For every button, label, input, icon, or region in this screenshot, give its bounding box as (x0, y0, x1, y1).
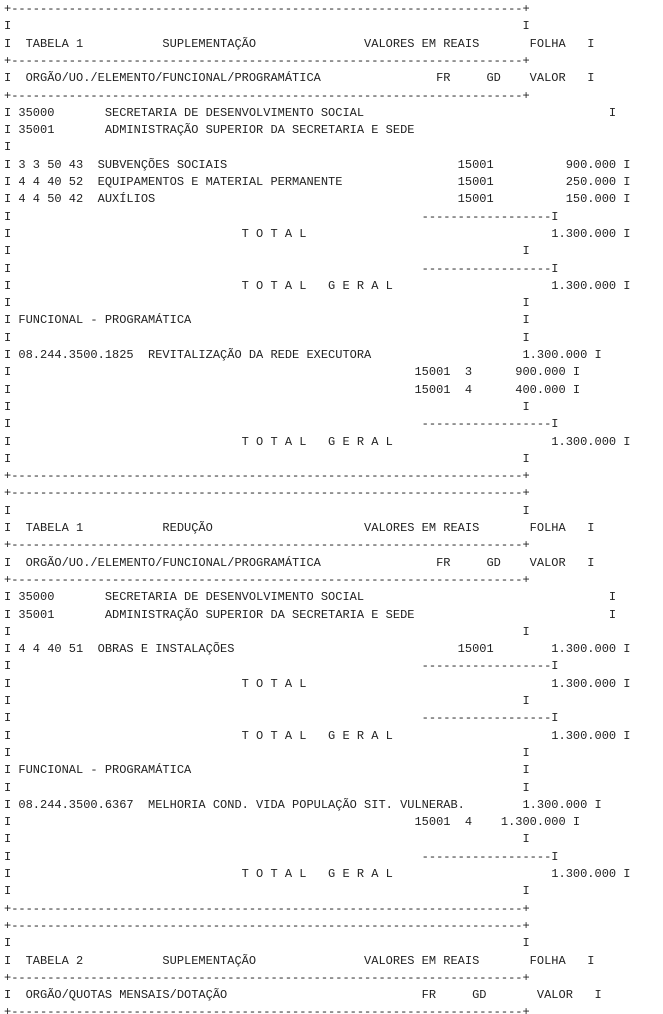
report-line: I 15001 4 1.300.000 I (4, 815, 581, 830)
report-line: I ------------------I (4, 209, 559, 224)
report-line: +-----------------------------------------------------------------------+ (4, 88, 530, 103)
report-line: I T O T A L G E R A L 1.300.000 I (4, 867, 631, 881)
report-line: I ------------------I (4, 417, 559, 432)
report-line: +-----------------------------------------------------------------------+ (4, 53, 530, 68)
report-line: I ------------------I (4, 261, 559, 276)
report-line: I I (4, 19, 530, 34)
report-line: I I (4, 780, 530, 795)
report-line: I ------------------I (4, 849, 559, 864)
report-line: I 35000 SECRETARIA DE DESENVOLVIMENTO SOCIAL I (4, 105, 617, 120)
report-line: I I (4, 296, 530, 311)
report-line: +-----------------------------------------------------------------------+ (4, 538, 530, 553)
report-line: I I (4, 745, 530, 760)
report-line: I I (4, 451, 530, 466)
report-line: I I (4, 503, 530, 518)
report-line: I TABELA 1 SUPLEMENTAÇÃO VALORES EM REAIS FOLHA I (4, 36, 595, 51)
report-line: I T O T A L 1.300.000 I (4, 676, 631, 691)
report-line: +-----------------------------------------------------------------------+ (4, 970, 530, 985)
report-line: I I (4, 936, 530, 951)
report-line: I I (4, 694, 530, 708)
report-line: +-----------------------------------------------------------------------+ (4, 486, 530, 501)
report-line: I ORGÃO/UO./ELEMENTO/FUNCIONAL/PROGRAMÁTICA FR GD VALOR I (4, 71, 595, 86)
report-line: I 35001 ADMINISTRAÇÃO SUPERIOR DA SECRETARIA E SEDE (4, 123, 415, 138)
report-line: I 3 3 50 43 SUBVENÇÕES SOCIAIS 15001 900.000 I (4, 157, 631, 172)
report-line: I I (4, 244, 530, 259)
report-line: I I (4, 832, 530, 847)
report-line: +-----------------------------------------------------------------------+ (4, 918, 530, 933)
report-line: I ORGÃO/QUOTAS MENSAIS/DOTAÇÃO FR GD VALOR I (4, 988, 602, 1003)
report-line: I 4 4 40 52 EQUIPAMENTOS E MATERIAL PERMANENTE 15001 250.000 I (4, 175, 631, 189)
report-line: I I (4, 399, 530, 414)
report-line: +-----------------------------------------------------------------------+ (4, 1005, 530, 1014)
report-line: I FUNCIONAL - PROGRAMÁTICA I (4, 763, 530, 778)
report-line: I ------------------I (4, 711, 559, 726)
report-line: +-----------------------------------------------------------------------+ (4, 469, 530, 484)
report-line: I 4 4 50 42 AUXÍLIOS 15001 150.000 I (4, 192, 631, 207)
report-line: I TABELA 1 REDUÇÃO VALORES EM REAIS FOLHA I (4, 521, 595, 535)
report-line: I T O T A L 1.300.000 I (4, 226, 631, 241)
report-line: I T O T A L G E R A L 1.300.000 I (4, 728, 631, 743)
report-line: I FUNCIONAL - PROGRAMÁTICA I (4, 313, 530, 328)
report-line: I TABELA 2 SUPLEMENTAÇÃO VALORES EM REAIS FOLHA I (4, 953, 595, 968)
report-line: I T O T A L G E R A L 1.300.000 I (4, 434, 631, 449)
report-line: I I (4, 884, 530, 899)
report-line: I 35000 SECRETARIA DE DESENVOLVIMENTO SOCIAL I (4, 590, 617, 605)
report-line: I (4, 140, 12, 155)
report-line: I 08.244.3500.1825 REVITALIZAÇÃO DA REDE EXECUTORA 1.300.000 I (4, 348, 602, 362)
report-line: +-----------------------------------------------------------------------+ (4, 572, 530, 587)
report-line: I T O T A L G E R A L 1.300.000 I (4, 278, 631, 293)
report-line: I 4 4 40 51 OBRAS E INSTALAÇÕES 15001 1.300.000 I (4, 642, 631, 657)
report-line: I 08.244.3500.6367 MELHORIA COND. VIDA POPULAÇÃO SIT. VULNERAB. 1.300.000 I (4, 797, 602, 812)
report-line: +-----------------------------------------------------------------------+ (4, 901, 530, 916)
report-line: I I (4, 330, 530, 345)
report-line: I 15001 3 900.000 I (4, 365, 581, 380)
report-line: I I (4, 624, 530, 639)
report-line: I ------------------I (4, 659, 559, 674)
report-line: I ORGÃO/UO./ELEMENTO/FUNCIONAL/PROGRAMÁTICA FR GD VALOR I (4, 555, 595, 570)
report-line: I 35001 ADMINISTRAÇÃO SUPERIOR DA SECRETARIA E SEDE I (4, 607, 617, 622)
report-line: I 15001 4 400.000 I (4, 382, 581, 397)
report-line: +-----------------------------------------------------------------------+ (4, 2, 530, 16)
